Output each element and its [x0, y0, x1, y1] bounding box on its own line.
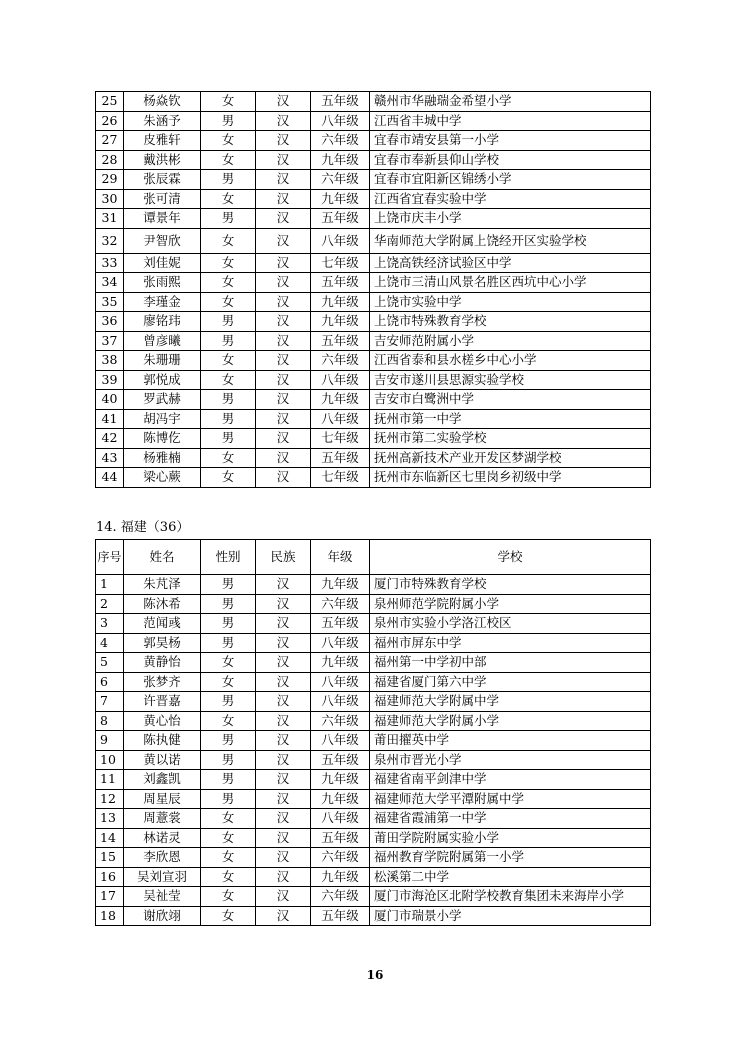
cell-name: 李瑾金 — [124, 292, 201, 312]
cell-gender: 女 — [201, 848, 256, 868]
cell-school: 宜春市靖安县第一小学 — [370, 131, 651, 151]
cell-ethnicity: 汉 — [256, 789, 311, 809]
cell-no: 40 — [96, 390, 124, 410]
cell-name: 黄静怡 — [124, 653, 201, 673]
cell-name: 郭悦成 — [124, 370, 201, 390]
cell-grade: 八年级 — [311, 370, 370, 390]
cell-gender: 男 — [201, 750, 256, 770]
cell-no: 42 — [96, 429, 124, 449]
table-row — [96, 789, 651, 809]
cell-name: 尹智欣 — [124, 228, 201, 253]
cell-name: 许晋嘉 — [124, 692, 201, 712]
cell-name: 吴刘宣羽 — [124, 867, 201, 887]
cell-gender: 女 — [201, 273, 256, 293]
cell-no: 39 — [96, 370, 124, 390]
cell-name: 周星辰 — [124, 789, 201, 809]
cell-ethnicity: 汉 — [256, 692, 311, 712]
cell-no: 44 — [96, 468, 124, 488]
cell-ethnicity: 汉 — [256, 209, 311, 229]
cell-school: 福建省南平剑津中学 — [370, 770, 651, 790]
cell-school: 抚州市第一中学 — [370, 409, 651, 429]
cell-ethnicity: 汉 — [256, 468, 311, 488]
cell-school: 福建师范大学平潭附属中学 — [370, 789, 651, 809]
cell-grade: 五年级 — [311, 273, 370, 293]
cell-grade: 五年级 — [311, 448, 370, 468]
cell-name: 林诺灵 — [124, 828, 201, 848]
cell-gender: 女 — [201, 448, 256, 468]
cell-gender: 男 — [201, 409, 256, 429]
cell-name: 朱涵予 — [124, 111, 201, 131]
table-row — [96, 228, 651, 253]
cell-ethnicity: 汉 — [256, 750, 311, 770]
cell-name: 谢欣翊 — [124, 906, 201, 926]
cell-no: 32 — [96, 228, 124, 253]
cell-ethnicity: 汉 — [256, 614, 311, 634]
cell-no: 6 — [96, 672, 124, 692]
cell-no: 25 — [96, 92, 124, 112]
cell-ethnicity: 汉 — [256, 633, 311, 653]
table-row — [96, 692, 651, 712]
cell-school: 松溪第二中学 — [370, 867, 651, 887]
cell-ethnicity: 汉 — [256, 292, 311, 312]
cell-gender: 女 — [201, 887, 256, 907]
cell-no: 5 — [96, 653, 124, 673]
cell-grade: 六年级 — [311, 170, 370, 190]
cell-gender: 男 — [201, 770, 256, 790]
cell-gender: 女 — [201, 131, 256, 151]
table-row — [96, 331, 651, 351]
cell-gender: 男 — [201, 614, 256, 634]
cell-school: 吉安市遂川县思源实验学校 — [370, 370, 651, 390]
table-row — [96, 292, 651, 312]
cell-ethnicity: 汉 — [256, 887, 311, 907]
cell-grade: 八年级 — [311, 692, 370, 712]
cell-gender: 男 — [201, 692, 256, 712]
cell-no: 3 — [96, 614, 124, 634]
cell-name: 吴祉莹 — [124, 887, 201, 907]
cell-ethnicity: 汉 — [256, 370, 311, 390]
table-row — [96, 312, 651, 332]
cell-grade: 五年级 — [311, 92, 370, 112]
cell-ethnicity: 汉 — [256, 228, 311, 253]
header-gender: 性别 — [201, 540, 256, 575]
cell-gender: 女 — [201, 92, 256, 112]
cell-gender: 女 — [201, 351, 256, 371]
cell-school: 江西省丰城中学 — [370, 111, 651, 131]
cell-school: 抚州市第二实验学校 — [370, 429, 651, 449]
cell-name: 梁心蕨 — [124, 468, 201, 488]
table-row — [96, 614, 651, 634]
cell-ethnicity: 汉 — [256, 711, 311, 731]
fujian-student-table — [95, 539, 651, 926]
cell-ethnicity: 汉 — [256, 731, 311, 751]
cell-gender: 男 — [201, 633, 256, 653]
cell-grade: 九年级 — [311, 770, 370, 790]
cell-school: 福建师范大学附属中学 — [370, 692, 651, 712]
table-row — [96, 711, 651, 731]
cell-gender: 男 — [201, 170, 256, 190]
cell-ethnicity: 汉 — [256, 653, 311, 673]
cell-school: 上饶高铁经济试验区中学 — [370, 253, 651, 273]
cell-school: 华南师范大学附属上饶经开区实验学校 — [370, 228, 651, 253]
section-title: 14. 福建（36） — [96, 520, 190, 535]
cell-ethnicity: 汉 — [256, 848, 311, 868]
table-row — [96, 92, 651, 112]
cell-name: 廖铭玮 — [124, 312, 201, 332]
cell-no: 17 — [96, 887, 124, 907]
cell-school: 厦门市特殊教育学校 — [370, 575, 651, 595]
table-row — [96, 906, 651, 926]
cell-ethnicity: 汉 — [256, 770, 311, 790]
cell-name: 朱芃泽 — [124, 575, 201, 595]
cell-gender: 女 — [201, 711, 256, 731]
cell-gender: 女 — [201, 906, 256, 926]
header-name: 姓名 — [124, 540, 201, 575]
cell-school: 赣州市华融瑞金希望小学 — [370, 92, 651, 112]
cell-grade: 九年级 — [311, 653, 370, 673]
cell-grade: 六年级 — [311, 711, 370, 731]
header-no: 序号 — [96, 540, 124, 575]
cell-no: 14 — [96, 828, 124, 848]
cell-grade: 七年级 — [311, 253, 370, 273]
cell-name: 杨雅楠 — [124, 448, 201, 468]
table-row — [96, 189, 651, 209]
cell-name: 刘鑫凯 — [124, 770, 201, 790]
cell-no: 15 — [96, 848, 124, 868]
cell-gender: 女 — [201, 867, 256, 887]
table-row — [96, 731, 651, 751]
table-header-row — [96, 540, 651, 575]
table-row — [96, 672, 651, 692]
table-row — [96, 575, 651, 595]
table-row — [96, 468, 651, 488]
cell-school: 福建省霞浦第一中学 — [370, 809, 651, 829]
cell-school: 莆田学院附属实验小学 — [370, 828, 651, 848]
cell-no: 28 — [96, 150, 124, 170]
jiangxi-student-table — [95, 91, 651, 488]
cell-name: 郭昊杨 — [124, 633, 201, 653]
cell-grade: 八年级 — [311, 672, 370, 692]
cell-gender: 男 — [201, 209, 256, 229]
cell-name: 张雨熙 — [124, 273, 201, 293]
cell-school: 泉州师范学院附属小学 — [370, 594, 651, 614]
table-row — [96, 370, 651, 390]
cell-grade: 九年级 — [311, 390, 370, 410]
cell-no: 29 — [96, 170, 124, 190]
cell-ethnicity: 汉 — [256, 351, 311, 371]
table-row — [96, 770, 651, 790]
cell-gender: 男 — [201, 731, 256, 751]
cell-grade: 五年级 — [311, 614, 370, 634]
cell-name: 胡冯宇 — [124, 409, 201, 429]
cell-name: 杨焱钦 — [124, 92, 201, 112]
cell-name: 张梦齐 — [124, 672, 201, 692]
cell-school: 上饶市特殊教育学校 — [370, 312, 651, 332]
cell-ethnicity: 汉 — [256, 809, 311, 829]
cell-name: 李欣恩 — [124, 848, 201, 868]
cell-grade: 六年级 — [311, 131, 370, 151]
cell-ethnicity: 汉 — [256, 273, 311, 293]
cell-no: 1 — [96, 575, 124, 595]
cell-school: 福州第一中学初中部 — [370, 653, 651, 673]
cell-no: 30 — [96, 189, 124, 209]
cell-school: 抚州市东临新区七里岗乡初级中学 — [370, 468, 651, 488]
cell-name: 陈博仡 — [124, 429, 201, 449]
cell-gender: 男 — [201, 111, 256, 131]
cell-gender: 女 — [201, 292, 256, 312]
cell-no: 35 — [96, 292, 124, 312]
cell-ethnicity: 汉 — [256, 331, 311, 351]
cell-no: 33 — [96, 253, 124, 273]
cell-name: 陈沐希 — [124, 594, 201, 614]
cell-grade: 五年级 — [311, 828, 370, 848]
cell-grade: 九年级 — [311, 575, 370, 595]
cell-gender: 女 — [201, 370, 256, 390]
cell-gender: 女 — [201, 809, 256, 829]
cell-no: 4 — [96, 633, 124, 653]
cell-no: 43 — [96, 448, 124, 468]
cell-grade: 八年级 — [311, 731, 370, 751]
table-row — [96, 448, 651, 468]
cell-name: 张辰霖 — [124, 170, 201, 190]
cell-grade: 五年级 — [311, 209, 370, 229]
cell-school: 福州教育学院附属第一小学 — [370, 848, 651, 868]
cell-school: 吉安师范附属小学 — [370, 331, 651, 351]
cell-ethnicity: 汉 — [256, 575, 311, 595]
cell-name: 罗武赫 — [124, 390, 201, 410]
cell-gender: 男 — [201, 789, 256, 809]
cell-name: 戴洪彬 — [124, 150, 201, 170]
cell-no: 16 — [96, 867, 124, 887]
cell-gender: 男 — [201, 331, 256, 351]
cell-name: 谭景年 — [124, 209, 201, 229]
cell-no: 27 — [96, 131, 124, 151]
cell-school: 江西省宜春实验中学 — [370, 189, 651, 209]
header-grade: 年级 — [311, 540, 370, 575]
table-row — [96, 209, 651, 229]
cell-no: 18 — [96, 906, 124, 926]
cell-ethnicity: 汉 — [256, 828, 311, 848]
table-row — [96, 848, 651, 868]
cell-no: 10 — [96, 750, 124, 770]
cell-no: 36 — [96, 312, 124, 332]
cell-ethnicity: 汉 — [256, 906, 311, 926]
cell-grade: 七年级 — [311, 468, 370, 488]
cell-gender: 男 — [201, 429, 256, 449]
cell-grade: 五年级 — [311, 906, 370, 926]
table-row — [96, 887, 651, 907]
table-row — [96, 867, 651, 887]
cell-school: 厦门市瑞景小学 — [370, 906, 651, 926]
cell-grade: 六年级 — [311, 351, 370, 371]
cell-grade: 八年级 — [311, 409, 370, 429]
table-row — [96, 633, 651, 653]
cell-school: 上饶市庆丰小学 — [370, 209, 651, 229]
cell-grade: 八年级 — [311, 809, 370, 829]
cell-school: 莆田擢英中学 — [370, 731, 651, 751]
cell-no: 34 — [96, 273, 124, 293]
cell-school: 宜春市奉新县仰山学校 — [370, 150, 651, 170]
cell-gender: 女 — [201, 189, 256, 209]
cell-grade: 五年级 — [311, 750, 370, 770]
cell-grade: 八年级 — [311, 633, 370, 653]
cell-gender: 男 — [201, 390, 256, 410]
cell-grade: 六年级 — [311, 594, 370, 614]
cell-school: 上饶市实验中学 — [370, 292, 651, 312]
cell-no: 26 — [96, 111, 124, 131]
cell-school: 福州市屏东中学 — [370, 633, 651, 653]
cell-no: 7 — [96, 692, 124, 712]
cell-school: 厦门市海沧区北附学校教育集团未来海岸小学 — [370, 887, 651, 907]
cell-no: 11 — [96, 770, 124, 790]
cell-ethnicity: 汉 — [256, 409, 311, 429]
cell-ethnicity: 汉 — [256, 92, 311, 112]
cell-name: 刘佳妮 — [124, 253, 201, 273]
cell-school: 泉州市晋光小学 — [370, 750, 651, 770]
cell-gender: 女 — [201, 228, 256, 253]
cell-school: 泉州市实验小学洛江校区 — [370, 614, 651, 634]
table-row — [96, 750, 651, 770]
cell-no: 13 — [96, 809, 124, 829]
table-row — [96, 170, 651, 190]
cell-name: 陈执健 — [124, 731, 201, 751]
cell-ethnicity: 汉 — [256, 672, 311, 692]
table-row — [96, 429, 651, 449]
cell-school: 上饶市三清山风景名胜区西坑中心小学 — [370, 273, 651, 293]
cell-gender: 女 — [201, 653, 256, 673]
cell-gender: 女 — [201, 828, 256, 848]
cell-school: 宜春市宜阳新区锦绣小学 — [370, 170, 651, 190]
cell-ethnicity: 汉 — [256, 594, 311, 614]
cell-name: 周薏裳 — [124, 809, 201, 829]
table-row — [96, 131, 651, 151]
header-ethnicity: 民族 — [256, 540, 311, 575]
cell-ethnicity: 汉 — [256, 253, 311, 273]
cell-grade: 八年级 — [311, 111, 370, 131]
cell-ethnicity: 汉 — [256, 150, 311, 170]
table-row — [96, 809, 651, 829]
cell-no: 12 — [96, 789, 124, 809]
table-row — [96, 828, 651, 848]
cell-school: 吉安市白鹭洲中学 — [370, 390, 651, 410]
cell-grade: 九年级 — [311, 867, 370, 887]
cell-school: 福建师范大学附属小学 — [370, 711, 651, 731]
cell-grade: 九年级 — [311, 150, 370, 170]
cell-school: 江西省泰和县水槎乡中心小学 — [370, 351, 651, 371]
cell-ethnicity: 汉 — [256, 170, 311, 190]
cell-no: 31 — [96, 209, 124, 229]
cell-gender: 女 — [201, 468, 256, 488]
cell-no: 8 — [96, 711, 124, 731]
cell-grade: 六年级 — [311, 887, 370, 907]
table-row — [96, 150, 651, 170]
cell-gender: 女 — [201, 672, 256, 692]
cell-gender: 男 — [201, 575, 256, 595]
cell-name: 黄以诺 — [124, 750, 201, 770]
cell-name: 张可清 — [124, 189, 201, 209]
cell-name: 范闻彧 — [124, 614, 201, 634]
cell-gender: 男 — [201, 594, 256, 614]
table-row — [96, 409, 651, 429]
table-row — [96, 253, 651, 273]
cell-name: 朱珊珊 — [124, 351, 201, 371]
cell-ethnicity: 汉 — [256, 189, 311, 209]
cell-gender: 女 — [201, 150, 256, 170]
cell-grade: 五年级 — [311, 331, 370, 351]
cell-ethnicity: 汉 — [256, 312, 311, 332]
table-row — [96, 390, 651, 410]
cell-no: 41 — [96, 409, 124, 429]
cell-no: 37 — [96, 331, 124, 351]
page-number: 16 — [366, 968, 384, 982]
cell-name: 皮雅轩 — [124, 131, 201, 151]
cell-grade: 六年级 — [311, 848, 370, 868]
cell-name: 曾彦曦 — [124, 331, 201, 351]
cell-no: 38 — [96, 351, 124, 371]
cell-gender: 男 — [201, 312, 256, 332]
cell-grade: 七年级 — [311, 429, 370, 449]
cell-grade: 八年级 — [311, 228, 370, 253]
table-row — [96, 653, 651, 673]
cell-ethnicity: 汉 — [256, 111, 311, 131]
cell-no: 2 — [96, 594, 124, 614]
table-body — [96, 540, 651, 926]
cell-grade: 九年级 — [311, 292, 370, 312]
cell-grade: 九年级 — [311, 189, 370, 209]
cell-no: 9 — [96, 731, 124, 751]
cell-ethnicity: 汉 — [256, 448, 311, 468]
cell-grade: 九年级 — [311, 312, 370, 332]
header-school: 学校 — [370, 540, 651, 575]
cell-ethnicity: 汉 — [256, 390, 311, 410]
cell-name: 黄心怡 — [124, 711, 201, 731]
table-row — [96, 594, 651, 614]
cell-grade: 九年级 — [311, 789, 370, 809]
table-body — [96, 92, 651, 488]
cell-ethnicity: 汉 — [256, 867, 311, 887]
cell-ethnicity: 汉 — [256, 429, 311, 449]
cell-school: 抚州高新技术产业开发区梦湖学校 — [370, 448, 651, 468]
cell-gender: 女 — [201, 253, 256, 273]
table-row — [96, 273, 651, 293]
table-row — [96, 111, 651, 131]
cell-ethnicity: 汉 — [256, 131, 311, 151]
cell-school: 福建省厦门第六中学 — [370, 672, 651, 692]
table-row — [96, 351, 651, 371]
